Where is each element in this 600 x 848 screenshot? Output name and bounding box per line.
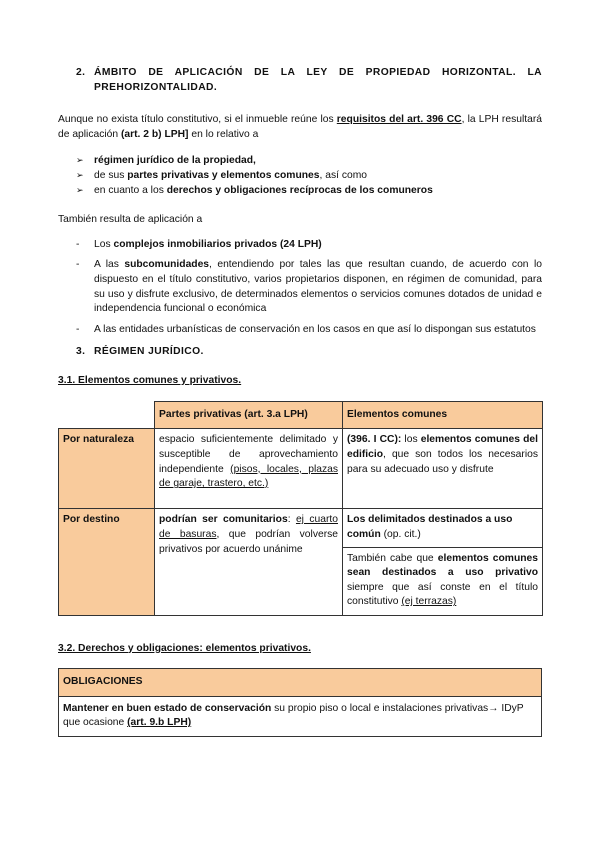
cell-nature-common: (396. I CC): los elementos comunes del edificio, que son todos los necesarios para su adecuado uso y disfrute (343, 429, 543, 509)
dash-item: - A las entidades urbanísticas de conservación en los casos en que así lo dispongan sus estatutos (76, 323, 536, 335)
header-private-parts: Partes privativas (art. 3.a LPH) (155, 401, 343, 429)
section-2-number: 2. (76, 67, 86, 78)
subsection-3-1-title: 3.1. Elementos comunes y privativos. (58, 375, 242, 387)
arrow-item: ➢ régimen jurídico de la propiedad, (76, 154, 542, 169)
dash-item: - Los complejos inmobiliarios privados (24 LPH) (76, 238, 322, 250)
intro-text-1: Aunque no exista título constitutivo, si el inmueble reúne los (58, 114, 337, 126)
row-label-by-destination: Por destino (59, 509, 155, 615)
obligations-row: Mantener en buen estado de conservación su propio piso o local e instalaciones privativas→ IDyP que ocasione (art. 9.b LPH) (59, 696, 542, 736)
obligations-header: OBLIGACIONES (59, 669, 542, 697)
cell-nature-private: espacio suficientemente delimitado y susceptible de aprovechamiento independiente (pisos, locales, plazas de garaje, trastero, etc.) (155, 429, 343, 509)
cell-destination-common-2: También cabe que elementos comunes sean destinados a uso privativo siempre que así conste en el título constitutivo (ej terrazas) (343, 547, 543, 615)
arrow-item: ➢ de sus partes privativas y elementos comunes, así como (76, 169, 542, 184)
header-common-elements: Elementos comunes (343, 401, 543, 429)
document-page (58, 66, 542, 737)
dash-list (76, 238, 542, 338)
dash-item: - A las subcomunidades, entendiendo por tales las que resultan cuando, de acuerdo con lo dispuesto en el título constitutivo, varios propietarios disponen, en régimen de comunidad, para su uso y disfrute exclusivo, de determinados elementos o servicios comunes dotados de unidad e independencia funcional o económica (76, 259, 542, 315)
arrow-item: ➢ en cuanto a los derechos y obligaciones recíprocas de los comuneros (76, 184, 542, 199)
section-3-heading (76, 345, 542, 360)
intro-paragraph (58, 113, 542, 142)
arrow-bullet-icon: ➢ (76, 155, 84, 166)
elements-table (58, 401, 543, 616)
intro-ref-2b: (art. 2 b) LPH] (120, 128, 189, 140)
subsection-3-2-title: 3.2. Derechos y obligaciones: elementos privativos. (58, 642, 311, 654)
intro-text-2: , la LPH resultará de aplicación (58, 114, 542, 140)
section-2-title: ÁMBITO DE APLICACIÓN DE LA LEY DE PROPIEDAD HORIZONTAL. LA PREHORIZONTALIDAD. (94, 67, 542, 93)
section-3-number: 3. (76, 346, 86, 358)
arrow-bullet-icon: ➢ (76, 170, 84, 181)
section-2-heading (76, 66, 542, 95)
arrow-bullet-icon: ➢ (76, 185, 84, 196)
cell-destination-common-1: Los delimitados destinados a uso común (op. cit.) (343, 509, 543, 547)
intro-text-3: en lo relativo a (188, 128, 259, 140)
obligations-table (58, 668, 542, 737)
row-label-by-nature: Por naturaleza (59, 429, 155, 509)
section-3-title: RÉGIMEN JURÍDICO. (94, 346, 204, 358)
cell-destination-private: podrían ser comunitarios: ej cuarto de basuras, que podrían volverse privativos por acuerdo unánime (155, 509, 343, 615)
also-applies-text: También resulta de aplicación a (58, 214, 203, 226)
arrow-list (76, 154, 542, 199)
intro-ref-396: requisitos del art. 396 CC (336, 114, 462, 126)
